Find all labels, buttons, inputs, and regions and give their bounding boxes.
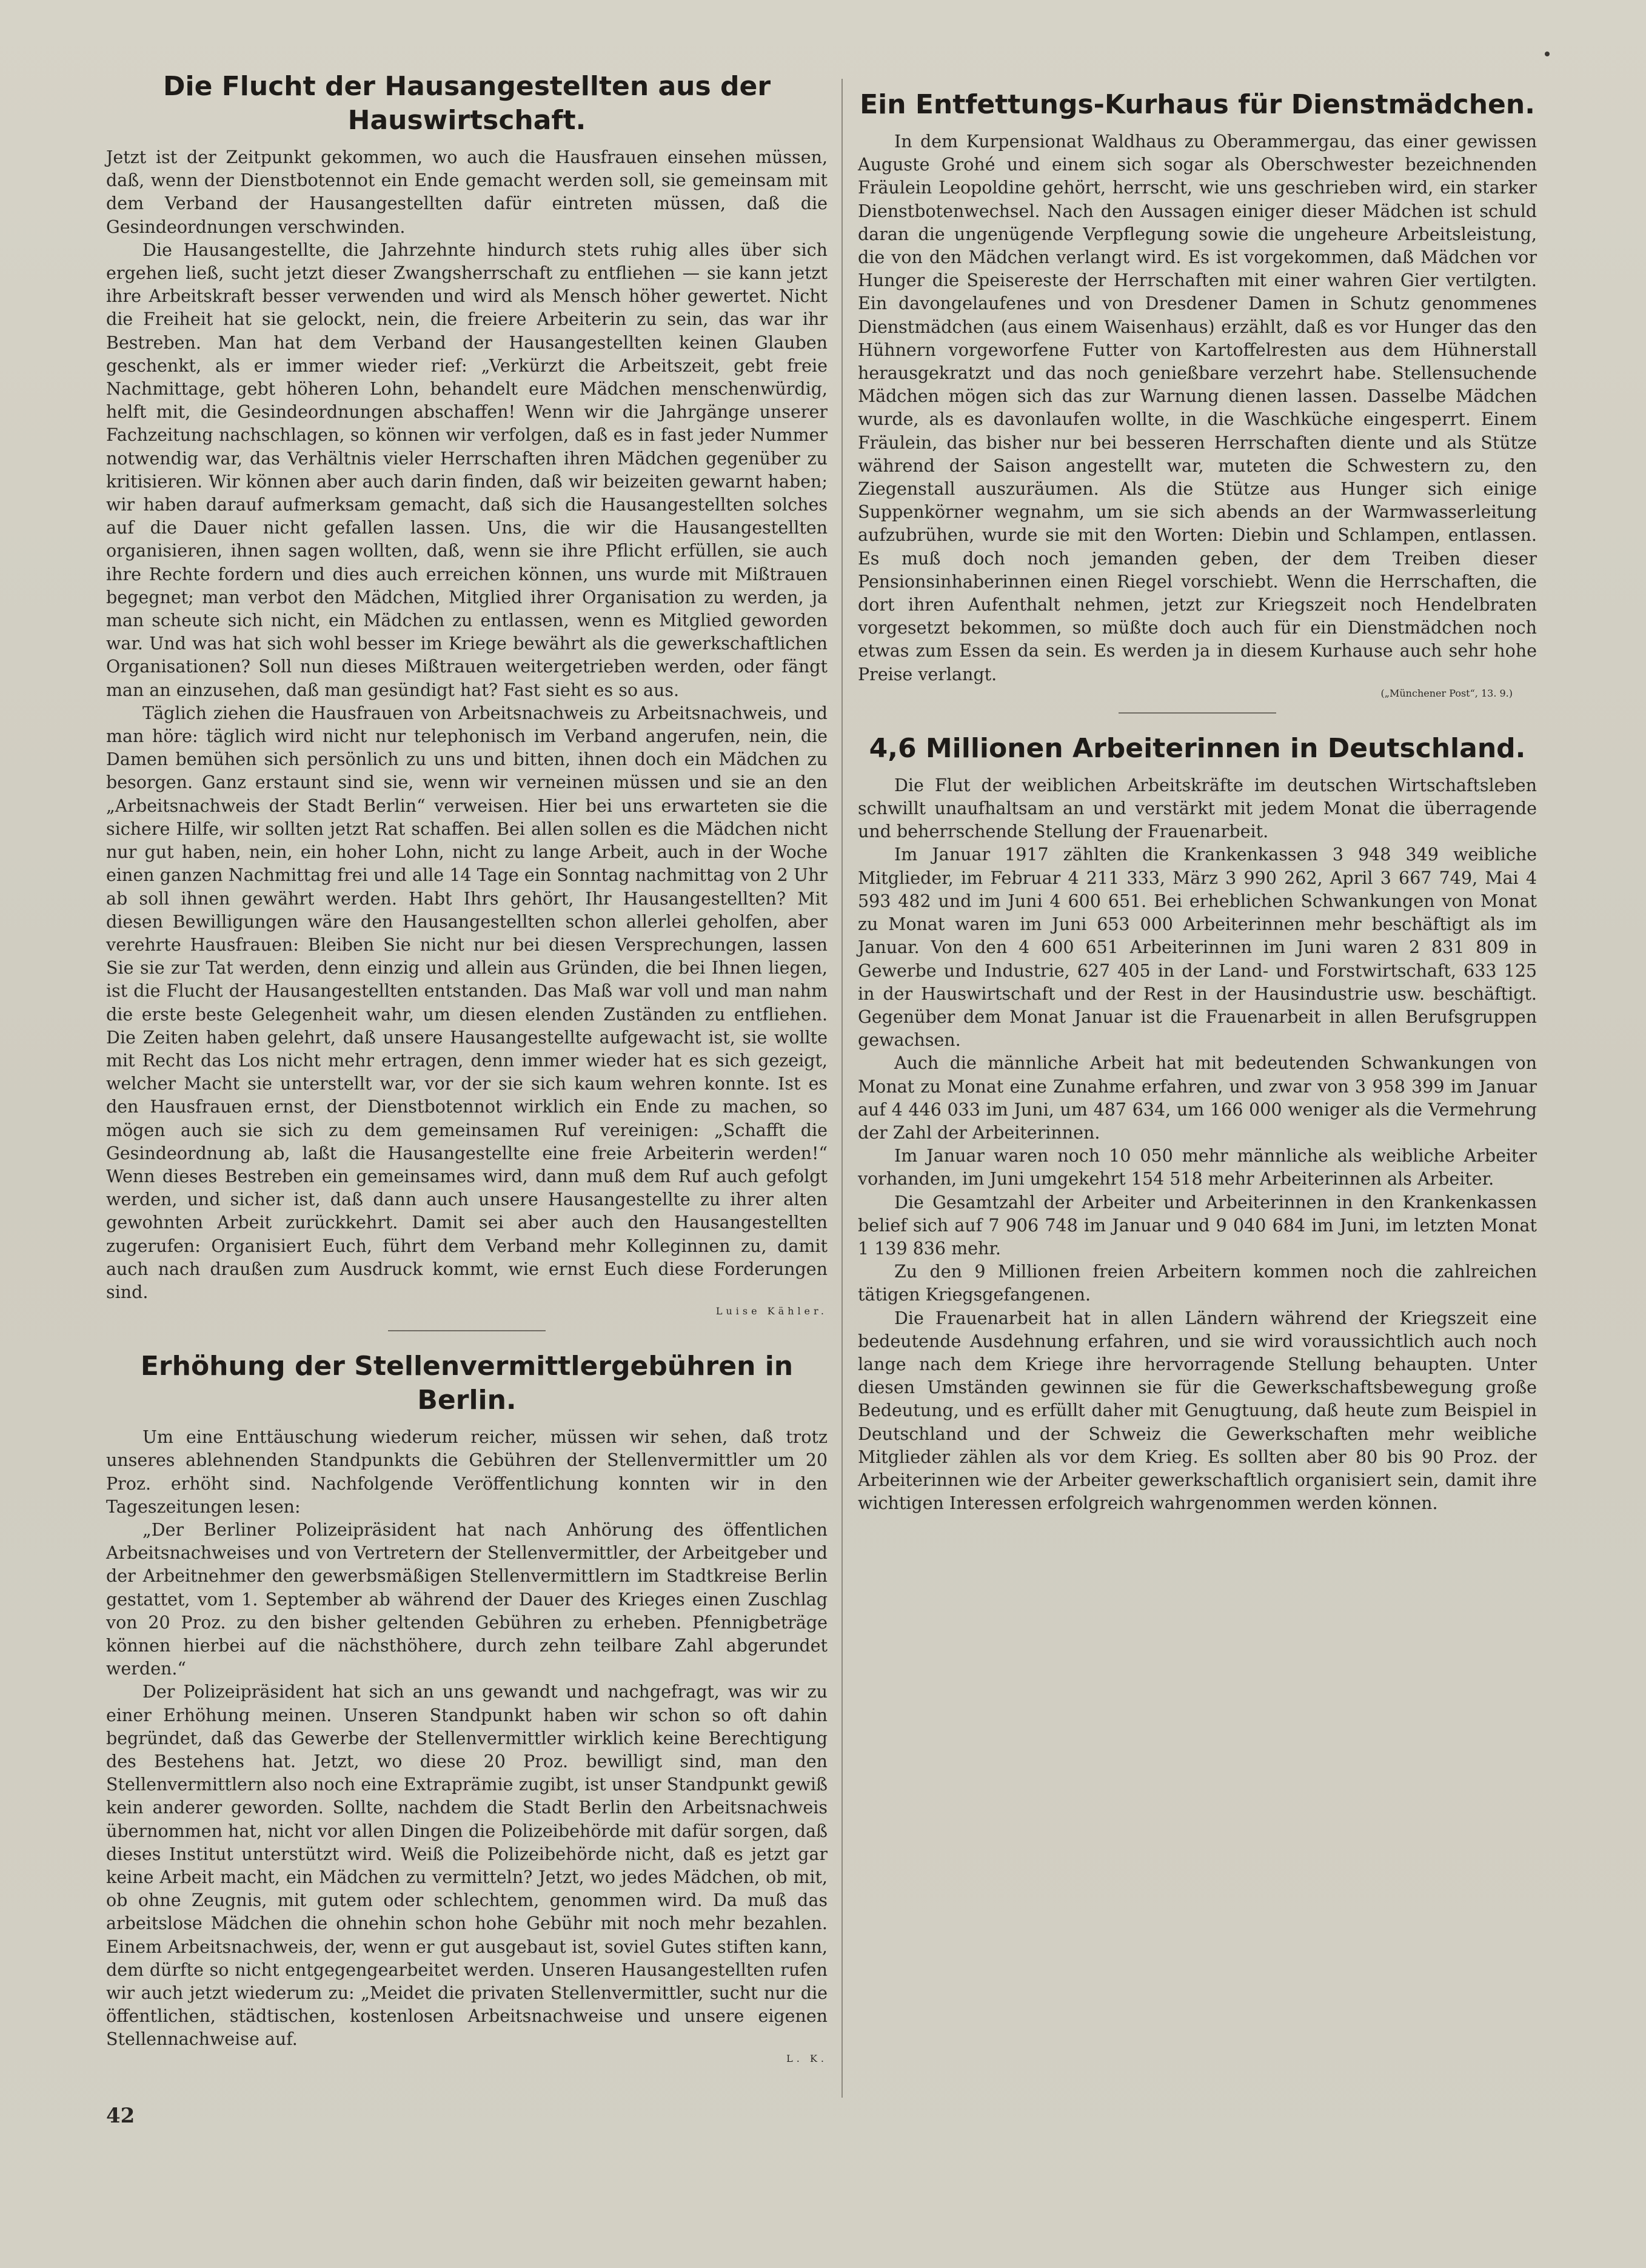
article-signature: L. K. [786,2052,828,2064]
article-paragraph: Die Flut der weiblichen Arbeitskräfte im deutschen Wirtschaftsleben schwillt unaufhaltsam an und verstärkt mit jedem Monat die überragende und beherrschende Stellung der Frauenarbeit. [858,775,1537,842]
article-signature: Luise Kähler. [715,1305,828,1317]
article-paragraph: Die Hausangestellte, die Jahrzehnte hindurch stets ruhig alles über sich ergehen ließ, sucht jetzt dieser Zwangsherrschaft zu entfliehen — sie kann jetzt ihre Arbeitskraft besser verwenden und wird als Mensch höher gewertet. Nicht die Freiheit hat sie gelockt, nein, die freiere Arbeiterin zu sein, das war ihr Bestreben. Man hat dem Verband der Hausangestellten keinen Glauben geschenkt, als er immer wieder rief: „Verkürzt die Arbeitszeit, gebt freie Nachmittage, gebt höheren Lohn, behandelt eure Mädchen menschenwürdig, helft mit, die Gesindeordnungen abschaffen! Wenn wir die Jahrgänge unserer Fachzeitung nachschlagen, so können wir verfolgen, daß es in fast jeder Nummer notwendig war, das Verhältnis vieler Herrschaften ihren Mädchen gegenüber zu kritisieren. Wir können aber auch darin finden, daß wir beizeiten gewarnt haben; wir haben darauf aufmerksam gemacht, daß sich die Hausangestellten solches auf die Dauer nicht gefallen lassen. Uns, die wir die Hausangestellten organisieren, ihnen sagen wollten, daß, wenn sie ihre Pflicht erfüllen, sie auch ihre Rechte fordern und dies auch erreichen können, uns wurde mit Mißtrauen begegnet; man verbot den Mädchen, Mitglied ihrer Organisation zu werden, ja man scheute sich nicht, ein Mädchen zu entlassen, wenn es Mitglied geworden war. Und was hat sich wohl besser im Kriege bewährt als die gewerkschaftlichen Organisationen? Soll nun dieses Mißtrauen weitergetrieben werden, oder fängt man an einzusehen, daß man gesündigt hat? Fast sieht es so aus. [106,239,828,700]
article-paragraph: Auch die männliche Arbeit hat mit bedeutenden Schwankungen von Monat zu Monat eine Zunahme erfahren, und zwar von 3 958 399 im Januar auf 4 446 033 im Juni, um 487 634, um 166 000 weniger als die Vermehrung der Zahl der Arbeiterinnen. [858,1053,1537,1143]
article-paragraph: „Der Berliner Polizeipräsident hat nach Anhörung des öffentlichen Arbeitsnachweises und von Vertretern der Stellenvermittler, der Arbeitgeber und der Arbeitnehmer den gewerbsmäßigen Stellenvermittlern im Stadtkreise Berlin gestattet, vom 1. September ab während der Dauer des Krieges einen Zuschlag von 20 Proz. zu den bisher geltenden Gebühren zu erheben. Pfennigbeträge können hierbei auf die nächsthöhere, durch zehn teilbare Zahl abgerundet werden.“ [106,1519,828,1679]
section-rule [388,1330,546,1331]
page-number: 42 [106,2104,135,2128]
article-paragraph: Im Januar waren noch 10 050 mehr männliche als weibliche Arbeiter vorhanden, im Juni umgekehrt 154 518 mehr Arbeiterinnen als Arbeiter. [858,1146,1537,1189]
article-source: („Münchener Post“, 13. 9.) [1380,687,1513,699]
article-paragraph: Die Gesamtzahl der Arbeiter und Arbeiterinnen in den Krankenkassen belief sich auf 7 906 748 im Januar und 9 040 684 im Juni, im letzten Monat 1 139 836 mehr. [858,1192,1537,1259]
article-paragraph: Der Polizeipräsident hat sich an uns gewandt und nachgefragt, was wir zu einer Erhöhung meinen. Unseren Standpunkt haben wir schon so oft dahin begründet, daß das Gewerbe der Stellenvermittler wirklich keine Berechtigung des Bestehens hat. Jetzt, wo diese 20 Proz. bewilligt sind, man den Stellenvermittlern also noch eine Extraprämie zugibt, ist unser Standpunkt gewiß kein anderer geworden. Sollte, nachdem die Stadt Berlin den Arbeitsnachweis übernommen hat, nicht vor allen Dingen die Polizeibehörde mit dafür sorgen, daß dieses Institut unterstützt wird. Weiß die Polizeibehörde nicht, daß es jetzt gar keine Arbeit macht, ein Mädchen zu vermitteln? Jetzt, wo jedes Mädchen, ob mit, ob ohne Zeugnis, mit gutem oder schlechtem, genommen wird. Da muß das arbeitslose Mädchen die ohnehin schon hohe Gebühr mit noch mehr bezahlen. Einem Arbeitsnachweis, der, wenn er gut ausgebaut ist, soviel Gutes stiften kann, dem dürfte so nicht entgegengearbeitet werden. Unseren Hausangestellten rufen wir auch jetzt wiederum zu: „Meidet die privaten Stellenvermittler, sucht nur die öffentlichen, städtischen, kostenlosen Arbeitsnachweise und unsere eigenen Stellennachweise auf. [106,1682,828,2050]
article-paragraph: Um eine Enttäuschung wiederum reicher, müssen wir sehen, daß trotz unseres ablehnenden Standpunkts die Gebühren der Stellenvermittler um 20 Proz. erhöht sind. Nachfolgende Veröffentlichung konnten wir in den Tageszeitungen lesen: [106,1427,828,1517]
article-title: 4,6 Millionen Arbeiterinnen in Deutschland. [869,732,1526,764]
article-paragraph: In dem Kurpensionat Waldhaus zu Oberammergau, das einer gewissen Auguste Grohé und einem sich sogar als Oberschwester bezeichnenden Fräulein Leopoldine gehört, herrscht, wie uns geschrieben wird, ein starker Dienstbotenwechsel. Nach den Aussagen einiger dieser Mädchen ist schuld daran die ungenügende Verpflegung sowie die ungeheure Arbeitsleistung, die von den Mädchen verlangt wird. Es ist vorgekommen, daß Mädchen vor Hunger die Speisereste der Herrschaften mit einer wahren Gier vertilgten. Ein davongelaufenes und von Dresdener Damen in Schutz genommenes Dienstmädchen (aus einem Waisenhaus) erzählt, daß es vor Hunger das den Hühnern vorgeworfene Futter von Kartoffelresten aus dem Hühnerstall herausgekratzt und das noch genießbare verzehrt habe. Stellensuchende Mädchen mögen sich das zur Warnung dienen lassen. Dasselbe Mädchen wurde, als es davonlaufen wollte, in die Waschküche eingesperrt. Einem Fräulein, das bisher nur bei besseren Herrschaften diente und als Stütze während der Saison angestellt war, muteten die Schwestern zu, den Ziegenstall auszuräumen. Als die Stütze aus Hunger sich einige Suppenkörner wegnahm, um sie sich abends an der Warmwasserleitung aufzubrühen, wurde sie mit den Worten: Diebin und Schlampen, entlassen. Es muß doch noch jemanden geben, der dem Treiben dieser Pensionsinhaberinnen einen Riegel vorschiebt. Wenn die Herrschaften, die dort ihren Aufenthalt nehmen, jetzt zur Kriegszeit noch Hendelbraten vorgesetzt bekommen, so müßte doch auch für ein Dienstmädchen noch etwas zum Essen da sein. Es werden ja in diesem Kurhause auch sehr hohe Preise verlangt. [858,132,1537,684]
article-title: Ein Entfettungs-Kurhaus für Dienstmädchen. [860,89,1535,120]
column-divider [841,79,843,2098]
article-title: Erhöhung der Stellenvermittlergebühren in Berlin. [140,1351,794,1416]
article-hausangestellten-flucht [106,70,828,1317]
article-paragraph: Im Januar 1917 zählten die Krankenkassen 3 948 349 weibliche Mitglieder, im Februar 4 211 333, März 3 990 262, April 3 667 749, Mai 4 593 482 und im Juni 4 600 651. Bei erheblichen Schwankungen von Monat zu Monat waren im Juni 653 000 Arbeiterinnen mehr beschäftigt als im Januar. Von den 4 600 651 Arbeiterinnen im Juni waren 2 831 809 in Gewerbe und Industrie, 627 405 in der Land- und Forstwirtschaft, 633 125 in der Hauswirtschaft und der Rest in der Hausindustrie usw. beschäftigt. Gegenüber dem Monat Januar ist die Frauenarbeit in allen Berufsgruppen gewachsen. [858,845,1537,1051]
right-column [858,88,1537,1515]
left-column [106,70,828,2064]
article-title: Die Flucht der Hausangestellten aus der Hauswirtschaft. [162,71,771,136]
article-paragraph: Täglich ziehen die Hausfrauen von Arbeitsnachweis zu Arbeitsnachweis, und man höre: täglich wird nicht nur telephonisch im Verband angerufen, nein, die Damen bemühen sich persönlich zu uns und bitten, ihnen doch ein Mädchen zu besorgen. Ganz erstaunt sind sie, wenn wir verneinen müssen und sie an den „Arbeitsnachweis der Stadt Berlin“ verweisen. Hier bei uns erwarteten sie die sichere Hilfe, wir sollten jetzt Rat schaffen. Bei allen sollen es die Mädchen nicht nur gut haben, nein, ein hoher Lohn, nicht zu lange Arbeit, auch in der Woche einen ganzen Nachmittag frei und alle 14 Tage ein Sonntag nachmittag von 2 Uhr ab soll ihnen gewährt werden. Habt Ihrs gehört, Ihr Hausangestellten? Mit diesen Bewilligungen wäre den Hausangestellten schon allerlei geholfen, aber verehrte Hausfrauen: Bleiben Sie nicht nur bei diesen Versprechungen, lassen Sie sie zur Tat werden, denn einzig und allein aus Gründen, die bei Ihnen liegen, ist die Flucht der Hausangestellten entstanden. Das Maß war voll und man nahm die erste beste Gelegenheit wahr, um diesen elenden Zuständen zu entfliehen. Die Zeiten haben gelehrt, daß unsere Hausangestellte aufgewacht ist, sie wollte mit Recht das Los nicht mehr ertragen, denn immer wieder hat es sich gezeigt, welcher Macht sie unterstellt war, vor der sie sich kaum wehren konnte. Ist es den Hausfrauen ernst, der Dienstbotennot wirklich ein Ende zu machen, so mögen auch sie sich zu dem gemeinsamen Ruf vereinigen: „Schafft die Gesindeordnung ab, laßt die Hausangestellte eine freie Arbeiterin werden!“ Wenn dieses Bestreben ein gemeinsames wird, dann muß dem Ruf auch gefolgt werden, und sicher ist, daß dann auch unsere Hausangestellte zu ihrer alten gewohnten Arbeit zurückkehrt. Damit sei aber auch den Hausangestellten zugerufen: Organisiert Euch, führt dem Verband mehr Kolleginnen zu, damit auch nach draußen zum Ausdruck kommt, wie ernst Euch diese Forderungen sind. [106,703,828,1302]
ink-dot [1545,52,1550,56]
section-rule [1119,712,1276,714]
article-arbeiterinnen [858,732,1537,1516]
article-entfettungs-kurhaus [858,88,1537,699]
article-paragraph: Zu den 9 Millionen freien Arbeitern kommen noch die zahlreichen tätigen Kriegsgefangenen. [858,1262,1537,1305]
article-stellenvermittler [106,1350,828,2064]
article-paragraph: Jetzt ist der Zeitpunkt gekommen, wo auch die Hausfrauen einsehen müssen, daß, wenn der Dienstbotennot ein Ende gemacht werden soll, sie gemeinsam mit dem Verband der Hausangestellten dafür eintreten müssen, daß die Gesindeordnungen verschwinden. [106,147,828,237]
article-paragraph: Die Frauenarbeit hat in allen Ländern während der Kriegszeit eine bedeutende Ausdehnung erfahren, und sie wird voraussichtlich auch noch lange nach dem Kriege ihre hervorragende Stellung behaupten. Unter diesen Umständen gewinnen sie für die Gewerkschaftsbewegung große Bedeutung, und es erfüllt daher mit Genugtuung, daß heute zum Beispiel in Deutschland und der Schweiz die Gewerkschaften mehr weibliche Mitglieder zählen als vor dem Krieg. Es sollten aber 80 bis 90 Proz. der Arbeiterinnen wie der Arbeiter gewerkschaftlich organisiert sein, damit ihre wichtigen Interessen erfolgreich wahrgenommen werden können. [858,1308,1537,1514]
